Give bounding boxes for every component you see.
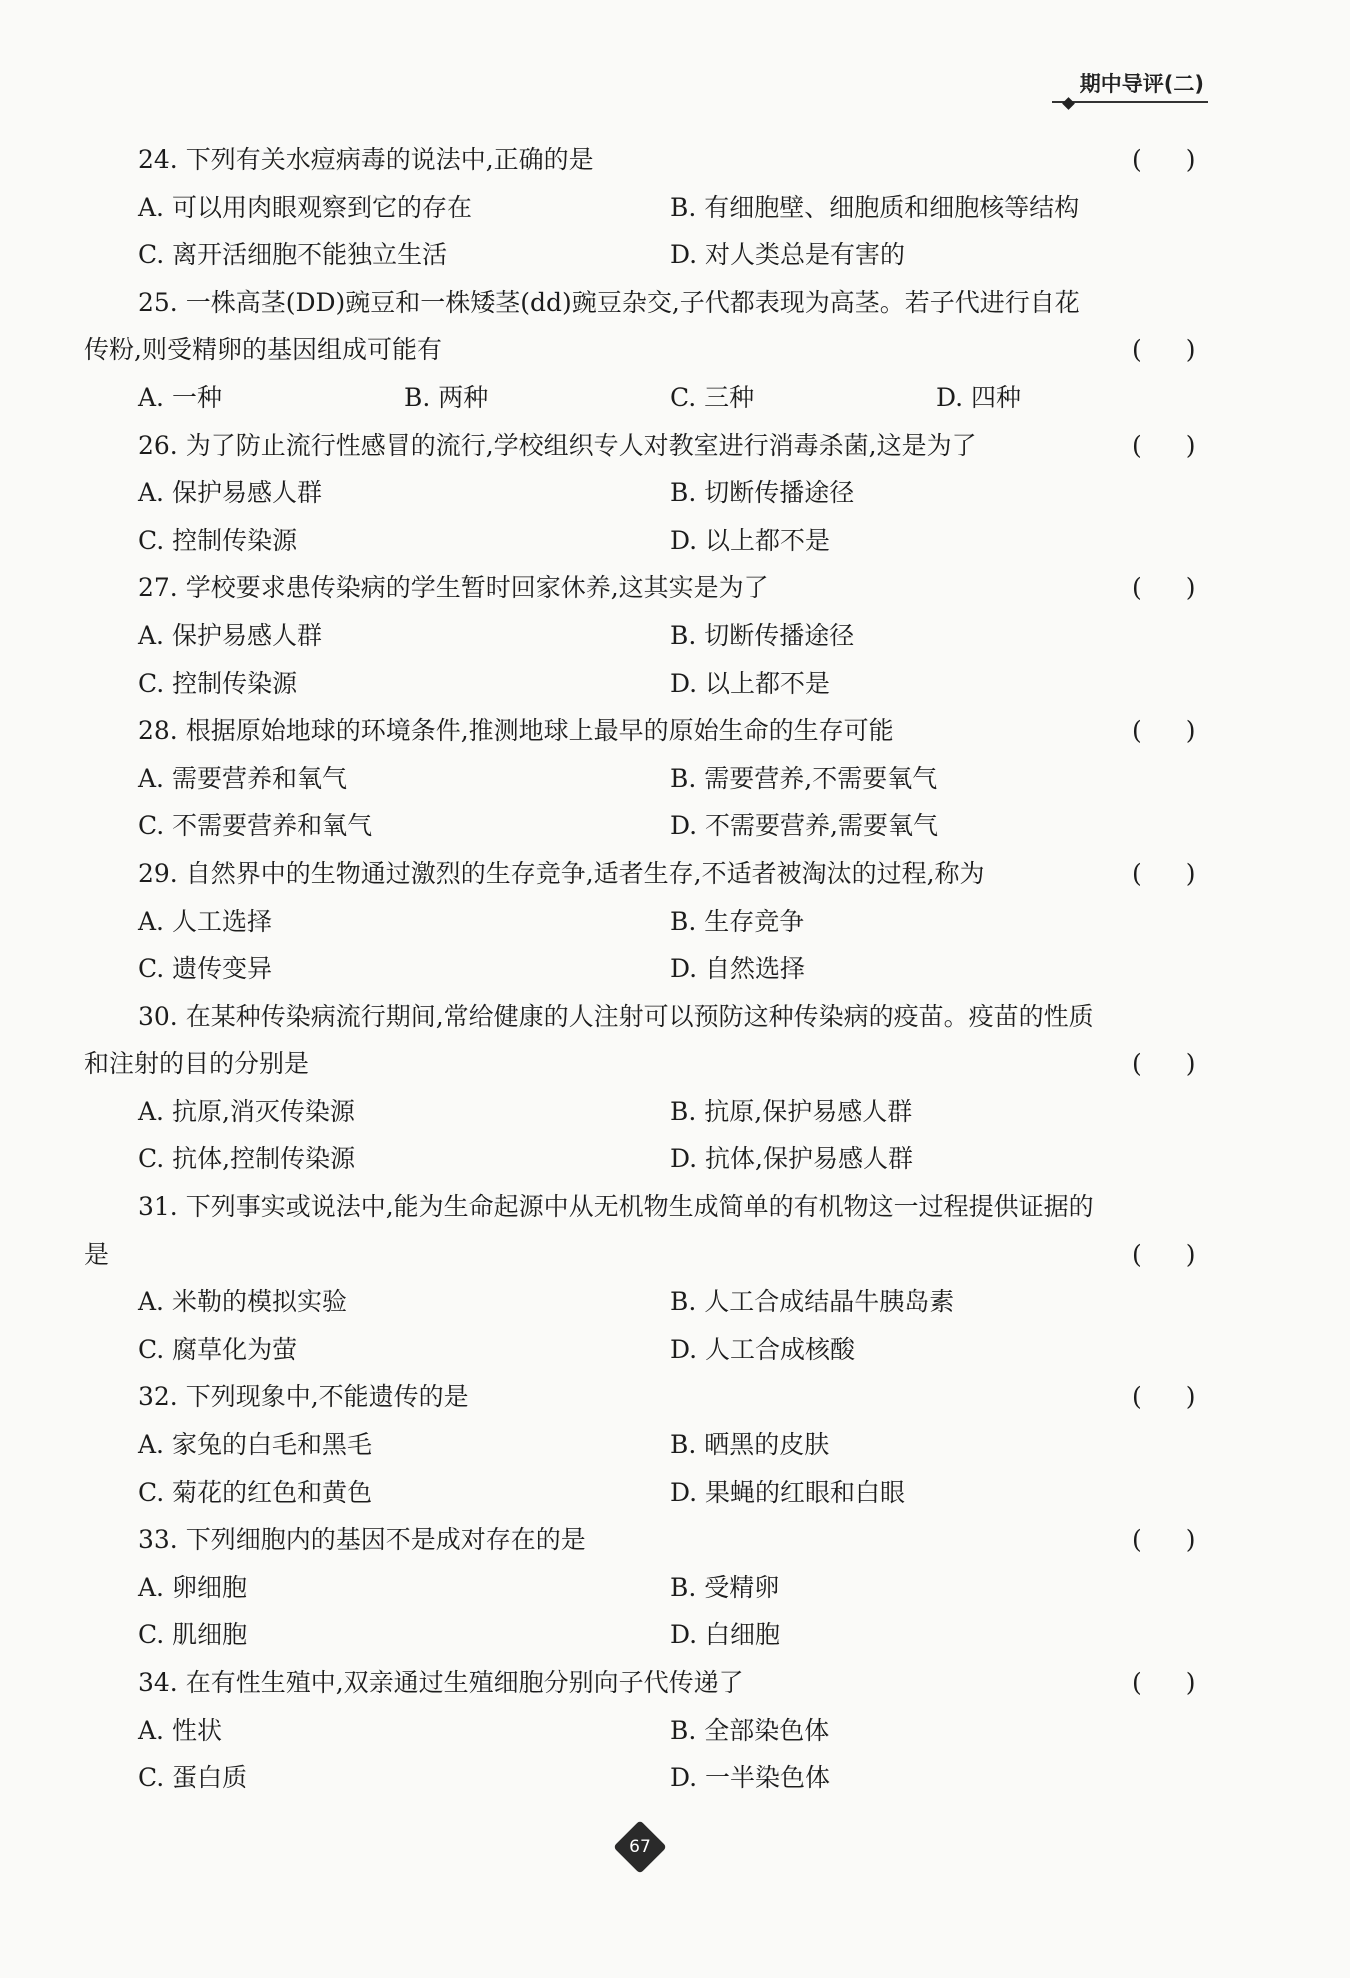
answer-option: D. 四种	[936, 382, 1022, 412]
page-number-badge	[615, 1822, 665, 1872]
answer-option: C. 腐草化为萤	[138, 1334, 298, 1364]
option-row	[84, 1611, 1212, 1659]
answer-option: A. 家兔的白毛和黑毛	[138, 1430, 372, 1460]
answer-paren-close: )	[1185, 1668, 1196, 1697]
answer-option: B. 有细胞壁、细胞质和细胞核等结构	[670, 192, 1080, 222]
answer-option: D. 果蝇的红眼和白眼	[670, 1477, 906, 1507]
answer-paren-open: (	[1132, 1525, 1142, 1555]
answer-option: B. 抗原,保护易感人群	[670, 1096, 913, 1126]
answer-option: B. 生存竞争	[670, 906, 805, 936]
answer-option: A. 卵细胞	[138, 1572, 247, 1602]
question-stem-line	[84, 1183, 1212, 1231]
option-row	[84, 660, 1212, 708]
option-row	[84, 1707, 1212, 1755]
question-stem-line	[84, 279, 1212, 327]
answer-option: B. 人工合成结晶牛胰岛素	[670, 1287, 955, 1317]
answer-option: C. 控制传染源	[138, 668, 298, 698]
answer-paren-open: (	[1132, 858, 1142, 888]
page-number: 67	[629, 1837, 651, 1857]
answer-option: C. 不需要营养和氧气	[138, 811, 373, 841]
answer-option: C. 控制传染源	[138, 525, 298, 555]
answer-blank[interactable]	[1132, 1659, 1212, 1707]
option-row	[84, 1326, 1212, 1374]
option-row	[84, 374, 1212, 422]
answer-paren-close: )	[1185, 335, 1196, 365]
question-stem-line	[84, 1373, 1212, 1421]
answer-paren-open: (	[1132, 430, 1142, 460]
answer-paren-open: (	[1132, 145, 1142, 174]
question-text: 和注射的目的分别是	[84, 1049, 310, 1079]
question-stem-line	[84, 422, 1212, 470]
option-row	[84, 1421, 1212, 1469]
answer-blank[interactable]	[1132, 850, 1212, 898]
option-row	[84, 1564, 1212, 1612]
question-text: 27. 学校要求患传染病的学生暂时回家休养,这其实是为了	[138, 573, 769, 603]
option-row	[84, 898, 1212, 946]
answer-option: B. 切断传播途径	[670, 478, 855, 508]
option-row	[84, 802, 1212, 850]
question-list	[84, 136, 1212, 1802]
option-row	[84, 612, 1212, 660]
answer-option: A. 抗原,消灭传染源	[138, 1096, 355, 1126]
answer-option: B. 受精卵	[670, 1572, 780, 1602]
answer-option: D. 抗体,保护易感人群	[670, 1144, 913, 1174]
answer-option: D. 以上都不是	[670, 668, 831, 698]
question-stem-line	[84, 136, 1212, 184]
question-stem-line	[84, 1231, 1212, 1279]
answer-paren-close: )	[1185, 1049, 1196, 1079]
answer-paren-open: (	[1132, 1382, 1142, 1412]
question-text: 是	[84, 1239, 110, 1269]
answer-option: A. 性状	[138, 1715, 222, 1745]
answer-option: D. 自然选择	[670, 954, 806, 984]
question-stem-line	[84, 993, 1212, 1041]
question-stem-line	[84, 1516, 1212, 1564]
answer-blank[interactable]	[1132, 1040, 1212, 1088]
header-diamond-icon	[1062, 97, 1075, 110]
question-text: 28. 根据原始地球的环境条件,推测地球上最早的原始生命的生存可能	[138, 716, 894, 746]
answer-option: B. 切断传播途径	[670, 620, 855, 650]
answer-option: B. 全部染色体	[670, 1715, 830, 1745]
question-text: 24. 下列有关水痘病毒的说法中,正确的是	[138, 145, 594, 174]
option-row	[84, 231, 1212, 279]
answer-option: D. 人工合成核酸	[670, 1334, 856, 1364]
answer-option: B. 两种	[404, 382, 489, 412]
answer-option: D. 对人类总是有害的	[670, 240, 906, 270]
question-text: 34. 在有性生殖中,双亲通过生殖细胞分别向子代传递了	[138, 1668, 744, 1697]
option-row	[84, 1469, 1212, 1517]
answer-option: B. 晒黑的皮肤	[670, 1430, 830, 1460]
answer-paren-open: (	[1132, 573, 1142, 603]
answer-paren-close: )	[1185, 573, 1196, 603]
answer-blank[interactable]	[1132, 564, 1212, 612]
answer-paren-open: (	[1132, 335, 1142, 365]
answer-option: A. 保护易感人群	[138, 620, 322, 650]
question-text: 31. 下列事实或说法中,能为生命起源中从无机物生成简单的有机物这一过程提供证据的	[138, 1192, 1094, 1222]
question-text: 26. 为了防止流行性感冒的流行,学校组织专人对教室进行消毒杀菌,这是为了	[138, 430, 977, 460]
answer-option: A. 一种	[138, 382, 222, 412]
answer-paren-close: )	[1185, 1239, 1196, 1269]
question-stem-line	[84, 326, 1212, 374]
option-row	[84, 469, 1212, 517]
answer-paren-close: )	[1185, 716, 1196, 746]
answer-option: C. 抗体,控制传染源	[138, 1144, 356, 1174]
answer-option: A. 保护易感人群	[138, 478, 322, 508]
question-text: 33. 下列细胞内的基因不是成对存在的是	[138, 1525, 586, 1555]
option-row	[84, 184, 1212, 232]
answer-option: C. 蛋白质	[138, 1763, 248, 1793]
answer-option: C. 菊花的红色和黄色	[138, 1477, 373, 1507]
answer-paren-close: )	[1185, 1382, 1196, 1412]
question-stem-line	[84, 850, 1212, 898]
question-stem-line	[84, 1659, 1212, 1707]
answer-paren-open: (	[1132, 1049, 1142, 1079]
answer-option: A. 人工选择	[138, 906, 272, 936]
answer-option: C. 肌细胞	[138, 1620, 248, 1650]
answer-blank[interactable]	[1132, 1516, 1212, 1564]
answer-paren-close: )	[1185, 430, 1196, 460]
answer-paren-close: )	[1185, 858, 1196, 888]
answer-option: C. 离开活细胞不能独立生活	[138, 240, 448, 270]
answer-paren-open: (	[1132, 716, 1142, 746]
question-stem-line	[84, 1040, 1212, 1088]
answer-option: D. 一半染色体	[670, 1763, 831, 1793]
question-text: 传粉,则受精卵的基因组成可能有	[84, 335, 442, 365]
question-stem-line	[84, 707, 1212, 755]
answer-option: A. 米勒的模拟实验	[138, 1287, 347, 1317]
option-row	[84, 517, 1212, 565]
answer-option: D. 以上都不是	[670, 525, 831, 555]
option-row	[84, 1278, 1212, 1326]
answer-paren-close: )	[1185, 145, 1196, 174]
answer-option: C. 三种	[670, 382, 755, 412]
option-row	[84, 945, 1212, 993]
answer-option: C. 遗传变异	[138, 954, 273, 984]
question-text: 32. 下列现象中,不能遗传的是	[138, 1382, 469, 1412]
answer-blank[interactable]	[1132, 1231, 1212, 1279]
question-text: 30. 在某种传染病流行期间,常给健康的人注射可以预防这种传染病的疫苗。疫苗的性质	[138, 1001, 1094, 1031]
answer-option: A. 可以用肉眼观察到它的存在	[138, 192, 472, 222]
option-row	[84, 1754, 1212, 1802]
section-title: 期中导评(二)	[1079, 72, 1204, 96]
option-row	[84, 1135, 1212, 1183]
section-header	[1052, 68, 1208, 103]
question-stem-line	[84, 564, 1212, 612]
answer-blank[interactable]	[1132, 707, 1212, 755]
question-text: 25. 一株高茎(DD)豌豆和一株矮茎(dd)豌豆杂交,子代都表现为高茎。若子代进行自花	[138, 287, 1080, 317]
option-row	[84, 755, 1212, 803]
answer-option: A. 需要营养和氧气	[138, 763, 347, 793]
option-row	[84, 1088, 1212, 1136]
question-text: 29. 自然界中的生物通过激烈的生存竞争,适者生存,不适者被淘汰的过程,称为	[138, 858, 985, 888]
answer-option: D. 白细胞	[670, 1620, 781, 1650]
answer-paren-open: (	[1132, 1668, 1142, 1697]
answer-option: D. 不需要营养,需要氧气	[670, 811, 938, 841]
answer-blank[interactable]	[1132, 1373, 1212, 1421]
answer-blank[interactable]	[1132, 326, 1212, 374]
answer-paren-close: )	[1185, 1525, 1196, 1555]
answer-blank[interactable]	[1132, 136, 1212, 184]
answer-paren-open: (	[1132, 1239, 1142, 1269]
answer-blank[interactable]	[1132, 422, 1212, 470]
answer-option: B. 需要营养,不需要氧气	[670, 763, 938, 793]
